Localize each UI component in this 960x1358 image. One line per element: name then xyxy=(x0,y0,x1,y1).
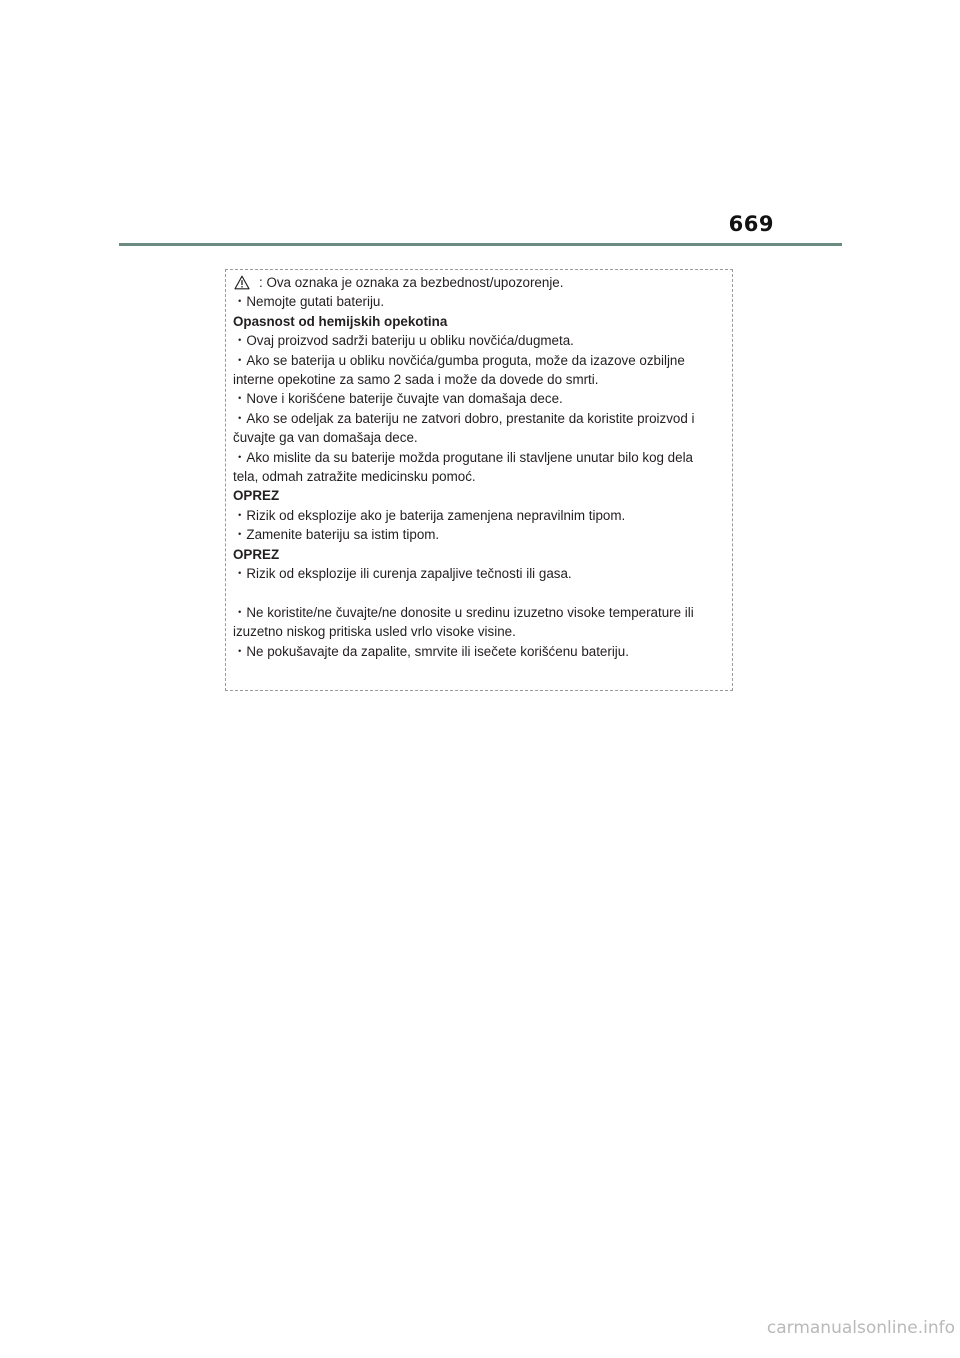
warning-line: ・Ako se baterija u obliku novčića/gumba proguta, može da izazove ozbiljne xyxy=(233,352,685,368)
warning-line: ・Ovaj proizvod sadrži bateriju u obliku novčića/dugmeta. xyxy=(233,333,574,349)
warning-line: ・Ne koristite/ne čuvajte/ne donosite u sredinu izuzetno visoke temperature ili xyxy=(233,604,694,620)
page-number: 669 xyxy=(728,212,774,236)
warning-line: izuzetno niskog pritiska usled vrlo visoke visine. xyxy=(233,624,516,640)
symbol-note-line xyxy=(233,273,728,292)
blank-line xyxy=(233,584,728,603)
caution-heading: OPREZ xyxy=(233,488,280,504)
warning-text xyxy=(233,273,728,661)
warning-line: ・Ako se odeljak za bateriju ne zatvori dobro, prestanite da koristite proizvod i xyxy=(233,410,695,426)
warning-line: ・Zamenite bateriju sa istim tipom. xyxy=(233,527,440,543)
warning-line: čuvajte ga van domašaja dece. xyxy=(233,430,418,446)
warning-line: ・Rizik od eksplozije ili curenja zapaljive tečnosti ili gasa. xyxy=(233,566,572,582)
warning-line: ・Nove i korišćene baterije čuvajte van domašaja dece. xyxy=(233,391,563,407)
symbol-note-text: : Ova oznaka je oznaka za bezbednost/upozorenje. xyxy=(259,275,564,290)
warning-line: tela, odmah zatražite medicinsku pomoć. xyxy=(233,469,476,485)
warning-line: ・Ako mislite da su baterije možda progutane ili stavljene unutar bilo kog dela xyxy=(233,449,694,465)
warning-line: ・Ne pokušavajte da zapalite, smrvite ili isečete korišćenu bateriju. xyxy=(233,643,629,659)
warning-line: ・Rizik od eksplozije ako je baterija zamenjena nepravilnim tipom. xyxy=(233,507,626,523)
warning-line: interne opekotine za samo 2 sada i može da dovede do smrti. xyxy=(233,372,599,388)
warning-line: ・Nemojte gutati bateriju. xyxy=(233,294,385,310)
caution-heading: OPREZ xyxy=(233,546,280,562)
warning-heading: Opasnost od hemijskih opekotina xyxy=(233,313,448,329)
warning-triangle-icon xyxy=(234,275,250,290)
watermark: carmanualsonline.info xyxy=(766,1318,955,1338)
header-rule xyxy=(119,243,842,246)
